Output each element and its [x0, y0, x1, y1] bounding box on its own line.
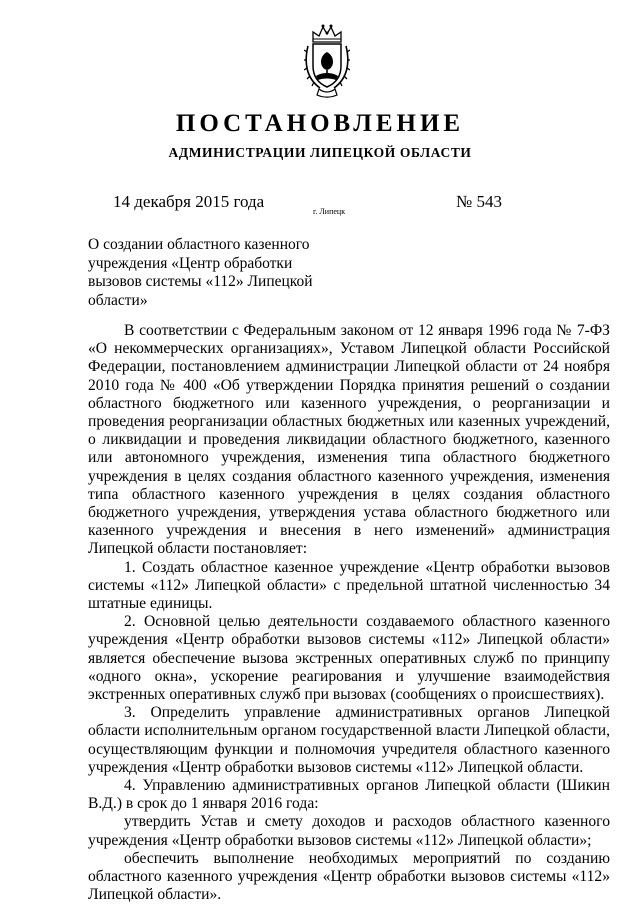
coat-of-arms-icon — [304, 22, 350, 98]
document-body — [88, 322, 610, 905]
paragraph-item-4-subitem-1: утвердить Устав и смету доходов и расходов областного казенного учреждения «Центр обработки вызовов системы «112» Липецкой области»; — [88, 813, 610, 849]
document-title: ПОСТАНОВЛЕНИЕ — [175, 110, 465, 137]
paragraph-item-4-subitem-2: обеспечить выполнение необходимых мероприятий по созданию областного казенного учреждения «Центр обработки вызовов системы «112» Липецкой области». — [88, 849, 610, 904]
paragraph-preamble: В соответствии с Федеральным законом от 12 января 1996 года № 7-ФЗ «О некоммерческих организациях», Уставом Липецкой области Российской Федерации, постановлением администрации Липецкой области от 24 ноября 2010 года № 400 «Об утверждении Порядка принятия решений о создании областного бюджетного или казенного учреждения, о реорганизации и проведения реорганизации областных бюджетных или казенных учреждений, о ликвидации и проведения ликвидации областного бюджетного, казенного или автономного учреждения, изменения типа областного бюджетного учреждения в целях создания областного казенного учреждения, изменения типа областного казенного учреждения в целях создания областного бюджетного учреждения, утверждения устава областного бюджетного или казенного учреждения и внесения в него изменений» администрация Липецкой области постановляет: — [88, 322, 610, 558]
paragraph-item-4: 4. Управлению административных органов Липецкой области (Шикин В.Д.) в срок до 1 января 2016 года: — [88, 777, 610, 813]
document-city: г. Липецк — [313, 207, 346, 216]
document-date: 14 декабря 2015 года — [113, 192, 265, 211]
document-heading: О создании областного казенного учреждения «Центр обработки вызовов системы «112» Липецкой области» — [88, 236, 313, 309]
paragraph-item-2: 2. Основной целью деятельности создаваемого областного казенного учреждения «Центр обработки вызовов системы «112» Липецкой области» является обеспечение вызова экстренных оперативных служб по принципу «одного окна», ускорение реагирования и улучшение взаимодействия экстренных оперативных служб при вызовах (сообщениях о происшествиях). — [88, 613, 610, 704]
document-number: № 543 — [456, 192, 502, 211]
document-subtitle: АДМИНИСТРАЦИИ ЛИПЕЦКОЙ ОБЛАСТИ — [168, 145, 472, 160]
paragraph-item-3: 3. Определить управление административных органов Липецкой области исполнительным органом государственной власти Липецкой области, осуществляющим функции и полномочия учредителя областного казенного учреждения «Центр обработки вызовов системы «112» Липецкой области. — [88, 704, 610, 776]
paragraph-item-1: 1. Создать областное казенное учреждение «Центр обработки вызовов системы «112» Липецкой области» с предельной штатной численностью 34 штатные единицы. — [88, 558, 610, 613]
